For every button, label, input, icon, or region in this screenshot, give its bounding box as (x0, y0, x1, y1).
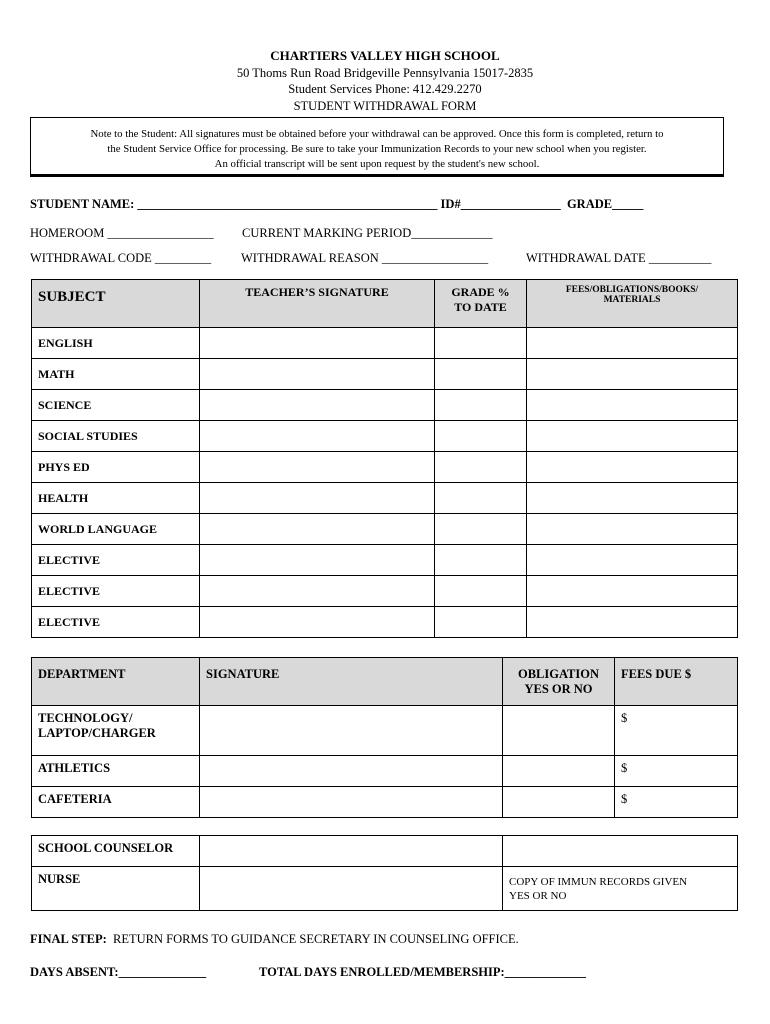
table-row (32, 390, 738, 421)
fees-header-line: MATERIALS (603, 295, 661, 305)
table-row (32, 836, 738, 867)
subject-name: MATH (32, 359, 200, 390)
note-line: An official transcript will be sent upon request by the student's new school. (214, 158, 540, 170)
table-row (32, 867, 738, 911)
note-line: the Student Service Office for processing. Be sure to take your Immunization Records to your new school when you register. (107, 143, 647, 155)
teacher-signature-cell[interactable] (200, 328, 435, 359)
withdrawal-code-field[interactable]: WITHDRAWAL CODE _________ (30, 251, 212, 265)
subjects-table (31, 279, 738, 638)
homeroom-field[interactable]: HOMEROOM _________________ (30, 226, 214, 240)
grade-header-line: TO DATE (454, 300, 507, 314)
fees-cell[interactable] (527, 514, 738, 545)
grade-cell[interactable] (435, 421, 527, 452)
fees-due-cell[interactable]: $ (615, 787, 738, 818)
signature-cell[interactable] (200, 756, 503, 787)
department-name (32, 706, 200, 756)
obligation-header (503, 658, 615, 706)
teacher-signature-cell[interactable] (200, 514, 435, 545)
signature-cell[interactable] (200, 706, 503, 756)
departments-table (31, 657, 738, 818)
table-row (32, 607, 738, 638)
signature-cell[interactable] (200, 787, 503, 818)
immunization-records-cell[interactable] (503, 867, 738, 911)
table-row (32, 359, 738, 390)
fees-due-cell[interactable]: $ (615, 756, 738, 787)
fees-cell[interactable] (527, 576, 738, 607)
obligation-cell[interactable] (503, 706, 615, 756)
fees-cell[interactable] (527, 421, 738, 452)
fees-due-header: FEES DUE $ (615, 658, 738, 706)
teacher-signature-cell[interactable] (200, 483, 435, 514)
final-step (30, 932, 519, 947)
subject-name: PHYS ED (32, 452, 200, 483)
note-line: Note to the Student: All signatures must be obtained before your withdrawal can be approved. Once this form is completed, return to (90, 128, 664, 140)
table-row (32, 787, 738, 818)
grade-cell[interactable] (435, 483, 527, 514)
table-row (32, 483, 738, 514)
grade-header-line: GRADE % (451, 285, 510, 299)
withdrawal-date-field[interactable]: WITHDRAWAL DATE __________ (526, 251, 712, 265)
department-name: ATHLETICS (32, 756, 200, 787)
teacher-signature-cell[interactable] (200, 576, 435, 607)
fees-cell[interactable] (527, 545, 738, 576)
subject-header: SUBJECT (32, 280, 200, 328)
school-name: CHARTIERS VALLEY HIGH SCHOOL (270, 48, 500, 63)
table-row (32, 706, 738, 756)
immunization-line: COPY OF IMMUN RECORDS GIVEN (509, 876, 688, 888)
teacher-signature-header: TEACHER’S SIGNATURE (200, 280, 435, 328)
department-name-line: LAPTOP/CHARGER (38, 726, 156, 740)
table-row (32, 545, 738, 576)
fees-cell[interactable] (527, 390, 738, 421)
staff-table (31, 835, 738, 911)
counselor-label: SCHOOL COUNSELOR (32, 836, 200, 867)
department-name: CAFETERIA (32, 787, 200, 818)
subject-name: HEALTH (32, 483, 200, 514)
teacher-signature-cell[interactable] (200, 452, 435, 483)
final-step-text: RETURN FORMS TO GUIDANCE SECRETARY IN COUNSELING OFFICE. (106, 932, 519, 946)
subject-name: SOCIAL STUDIES (32, 421, 200, 452)
grade-header (435, 280, 527, 328)
student-name-field[interactable]: STUDENT NAME: ________________________________________________ ID#________________ GRADE_____ (30, 197, 644, 211)
school-address: 50 Thoms Run Road Bridgeville Pennsylvania 15017-2835 (236, 65, 534, 80)
fees-header (527, 280, 738, 328)
table-row (32, 514, 738, 545)
grade-cell[interactable] (435, 452, 527, 483)
teacher-signature-cell[interactable] (200, 359, 435, 390)
subject-name: ENGLISH (32, 328, 200, 359)
withdrawal-reason-field[interactable]: WITHDRAWAL REASON _________________ (241, 251, 489, 265)
fees-cell[interactable] (527, 359, 738, 390)
grade-cell[interactable] (435, 514, 527, 545)
teacher-signature-cell[interactable] (200, 390, 435, 421)
nurse-label: NURSE (32, 867, 200, 911)
table-row (32, 576, 738, 607)
teacher-signature-cell[interactable] (200, 607, 435, 638)
subject-name: ELECTIVE (32, 576, 200, 607)
grade-cell[interactable] (435, 607, 527, 638)
obligation-header-line: YES OR NO (524, 682, 593, 696)
fees-cell[interactable] (527, 607, 738, 638)
counselor-extra-cell[interactable] (503, 836, 738, 867)
table-row (32, 756, 738, 787)
nurse-signature-cell[interactable] (200, 867, 503, 911)
subject-name: ELECTIVE (32, 607, 200, 638)
fees-cell[interactable] (527, 483, 738, 514)
fees-header-line: FEES/OBLIGATIONS/BOOKS/ (565, 285, 699, 295)
student-note (30, 117, 724, 177)
grade-cell[interactable] (435, 328, 527, 359)
grade-cell[interactable] (435, 545, 527, 576)
fees-cell[interactable] (527, 452, 738, 483)
final-step-label: FINAL STEP: (30, 932, 107, 946)
table-row (32, 421, 738, 452)
total-days-field[interactable]: TOTAL DAYS ENROLLED/MEMBERSHIP:_____________ (259, 965, 586, 979)
department-name-line: TECHNOLOGY/ (38, 711, 133, 725)
services-phone: Student Services Phone: 412.429.2270 (288, 82, 482, 96)
obligation-cell[interactable] (503, 756, 615, 787)
marking-period-field[interactable]: CURRENT MARKING PERIOD_____________ (242, 226, 493, 240)
days-absent-field[interactable]: DAYS ABSENT:______________ (30, 965, 207, 979)
table-row (32, 328, 738, 359)
obligation-cell[interactable] (503, 787, 615, 818)
grade-cell[interactable] (435, 359, 527, 390)
form-title: STUDENT WITHDRAWAL FORM (293, 98, 477, 113)
signature-header: SIGNATURE (200, 658, 503, 706)
counselor-signature-cell[interactable] (200, 836, 503, 867)
teacher-signature-cell[interactable] (200, 421, 435, 452)
fees-due-cell[interactable]: $ (615, 706, 738, 756)
table-row (32, 452, 738, 483)
subject-name: WORLD LANGUAGE (32, 514, 200, 545)
fees-cell[interactable] (527, 328, 738, 359)
obligation-header-line: OBLIGATION (517, 667, 600, 681)
subject-name: SCIENCE (32, 390, 200, 421)
grade-cell[interactable] (435, 390, 527, 421)
department-header: DEPARTMENT (32, 658, 200, 706)
grade-cell[interactable] (435, 576, 527, 607)
teacher-signature-cell[interactable] (200, 545, 435, 576)
form-header (0, 48, 770, 114)
immunization-line: YES OR NO (509, 890, 567, 902)
subject-name: ELECTIVE (32, 545, 200, 576)
